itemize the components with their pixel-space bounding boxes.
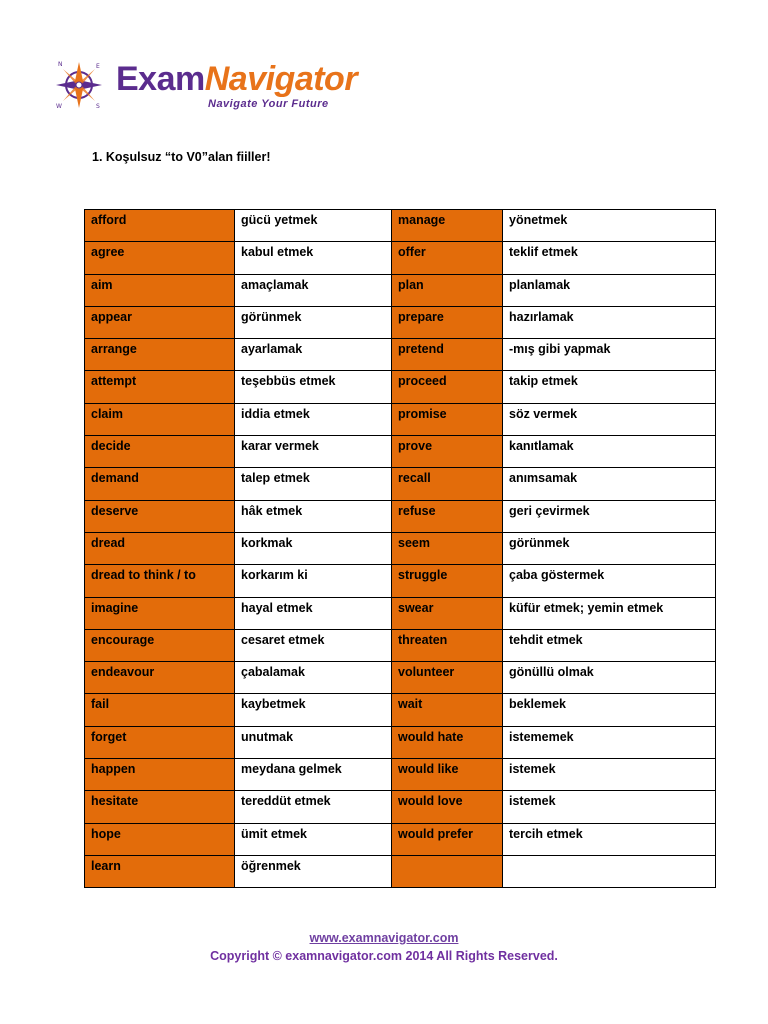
table-row xyxy=(85,210,716,242)
turkish-meaning-cell: gönüllü olmak xyxy=(503,662,716,694)
turkish-meaning-cell: kabul etmek xyxy=(235,242,392,274)
turkish-meaning-cell: tercih etmek xyxy=(503,823,716,855)
table-row xyxy=(85,371,716,403)
english-verb-cell: fail xyxy=(85,694,235,726)
turkish-meaning-cell: meydana gelmek xyxy=(235,759,392,791)
turkish-meaning-cell xyxy=(503,855,716,887)
english-verb-cell: attempt xyxy=(85,371,235,403)
examnavigator-logo xyxy=(50,56,358,114)
english-verb-cell: seem xyxy=(392,532,503,564)
english-verb-cell: struggle xyxy=(392,565,503,597)
turkish-meaning-cell: planlamak xyxy=(503,274,716,306)
english-verb-cell: would hate xyxy=(392,726,503,758)
turkish-meaning-cell: unutmak xyxy=(235,726,392,758)
table-row xyxy=(85,274,716,306)
table-row xyxy=(85,403,716,435)
english-verb-cell: demand xyxy=(85,468,235,500)
turkish-meaning-cell: yönetmek xyxy=(503,210,716,242)
turkish-meaning-cell: amaçlamak xyxy=(235,274,392,306)
table-row xyxy=(85,597,716,629)
english-verb-cell: learn xyxy=(85,855,235,887)
turkish-meaning-cell: -mış gibi yapmak xyxy=(503,339,716,371)
english-verb-cell: promise xyxy=(392,403,503,435)
turkish-meaning-cell: hâk etmek xyxy=(235,500,392,532)
english-verb-cell: refuse xyxy=(392,500,503,532)
english-verb-cell: imagine xyxy=(85,597,235,629)
table-row xyxy=(85,436,716,468)
svg-text:W: W xyxy=(56,103,62,110)
english-verb-cell xyxy=(392,855,503,887)
svg-text:E: E xyxy=(96,63,100,70)
verb-table xyxy=(84,209,716,888)
english-verb-cell: arrange xyxy=(85,339,235,371)
table-row xyxy=(85,726,716,758)
table-row xyxy=(85,629,716,661)
turkish-meaning-cell: takip etmek xyxy=(503,371,716,403)
turkish-meaning-cell: korkarım ki xyxy=(235,565,392,597)
english-verb-cell: offer xyxy=(392,242,503,274)
turkish-meaning-cell: ümit etmek xyxy=(235,823,392,855)
turkish-meaning-cell: teşebbüs etmek xyxy=(235,371,392,403)
english-verb-cell: dread xyxy=(85,532,235,564)
table-row xyxy=(85,565,716,597)
english-verb-cell: volunteer xyxy=(392,662,503,694)
english-verb-cell: dread to think / to xyxy=(85,565,235,597)
table-row xyxy=(85,500,716,532)
english-verb-cell: afford xyxy=(85,210,235,242)
table-row xyxy=(85,468,716,500)
english-verb-cell: swear xyxy=(392,597,503,629)
table-row xyxy=(85,694,716,726)
table-row xyxy=(85,306,716,338)
table-row xyxy=(85,855,716,887)
turkish-meaning-cell: anımsamak xyxy=(503,468,716,500)
table-row xyxy=(85,339,716,371)
turkish-meaning-cell: kaybetmek xyxy=(235,694,392,726)
table-row xyxy=(85,242,716,274)
english-verb-cell: hesitate xyxy=(85,791,235,823)
table-row xyxy=(85,791,716,823)
turkish-meaning-cell: talep etmek xyxy=(235,468,392,500)
english-verb-cell: plan xyxy=(392,274,503,306)
turkish-meaning-cell: istemek xyxy=(503,791,716,823)
table-row xyxy=(85,823,716,855)
brand-name: ExamNavigator xyxy=(116,60,358,98)
turkish-meaning-cell: istememek xyxy=(503,726,716,758)
turkish-meaning-cell: kanıtlamak xyxy=(503,436,716,468)
website-link[interactable]: www.examnavigator.com xyxy=(309,931,459,945)
english-verb-cell: manage xyxy=(392,210,503,242)
turkish-meaning-cell: cesaret etmek xyxy=(235,629,392,661)
turkish-meaning-cell: karar vermek xyxy=(235,436,392,468)
english-verb-cell: proceed xyxy=(392,371,503,403)
english-verb-cell: prove xyxy=(392,436,503,468)
english-verb-cell: would like xyxy=(392,759,503,791)
turkish-meaning-cell: beklemek xyxy=(503,694,716,726)
turkish-meaning-cell: geri çevirmek xyxy=(503,500,716,532)
compass-icon xyxy=(50,56,108,114)
english-verb-cell: endeavour xyxy=(85,662,235,694)
brand-tagline: Navigate Your Future xyxy=(208,98,329,110)
turkish-meaning-cell: söz vermek xyxy=(503,403,716,435)
english-verb-cell: aim xyxy=(85,274,235,306)
footer-link-row xyxy=(0,931,768,945)
table-row xyxy=(85,662,716,694)
english-verb-cell: would love xyxy=(392,791,503,823)
footer-copyright xyxy=(0,949,768,963)
turkish-meaning-cell: görünmek xyxy=(503,532,716,564)
english-verb-cell: appear xyxy=(85,306,235,338)
turkish-meaning-cell: korkmak xyxy=(235,532,392,564)
english-verb-cell: claim xyxy=(85,403,235,435)
turkish-meaning-cell: tehdit etmek xyxy=(503,629,716,661)
svg-text:S: S xyxy=(96,103,100,110)
turkish-meaning-cell: ayarlamak xyxy=(235,339,392,371)
english-verb-cell: hope xyxy=(85,823,235,855)
table-row xyxy=(85,759,716,791)
english-verb-cell: prepare xyxy=(392,306,503,338)
turkish-meaning-cell: istemek xyxy=(503,759,716,791)
turkish-meaning-cell: öğrenmek xyxy=(235,855,392,887)
turkish-meaning-cell: çaba göstermek xyxy=(503,565,716,597)
english-verb-cell: pretend xyxy=(392,339,503,371)
english-verb-cell: happen xyxy=(85,759,235,791)
english-verb-cell: wait xyxy=(392,694,503,726)
english-verb-cell: decide xyxy=(85,436,235,468)
svg-text:N: N xyxy=(58,61,63,68)
turkish-meaning-cell: tereddüt etmek xyxy=(235,791,392,823)
english-verb-cell: recall xyxy=(392,468,503,500)
english-verb-cell: encourage xyxy=(85,629,235,661)
english-verb-cell: threaten xyxy=(392,629,503,661)
table-row xyxy=(85,532,716,564)
english-verb-cell: agree xyxy=(85,242,235,274)
turkish-meaning-cell: hazırlamak xyxy=(503,306,716,338)
turkish-meaning-cell: hayal etmek xyxy=(235,597,392,629)
turkish-meaning-cell: küfür etmek; yemin etmek xyxy=(503,597,716,629)
turkish-meaning-cell: görünmek xyxy=(235,306,392,338)
english-verb-cell: forget xyxy=(85,726,235,758)
copyright-text: Copyright © examnavigator.com 2014 All Rights Reserved. xyxy=(210,949,558,963)
english-verb-cell: would prefer xyxy=(392,823,503,855)
turkish-meaning-cell: gücü yetmek xyxy=(235,210,392,242)
page-heading: 1. Koşulsuz “to V0”alan fiiller! xyxy=(92,150,271,164)
english-verb-cell: deserve xyxy=(85,500,235,532)
turkish-meaning-cell: teklif etmek xyxy=(503,242,716,274)
turkish-meaning-cell: çabalamak xyxy=(235,662,392,694)
turkish-meaning-cell: iddia etmek xyxy=(235,403,392,435)
